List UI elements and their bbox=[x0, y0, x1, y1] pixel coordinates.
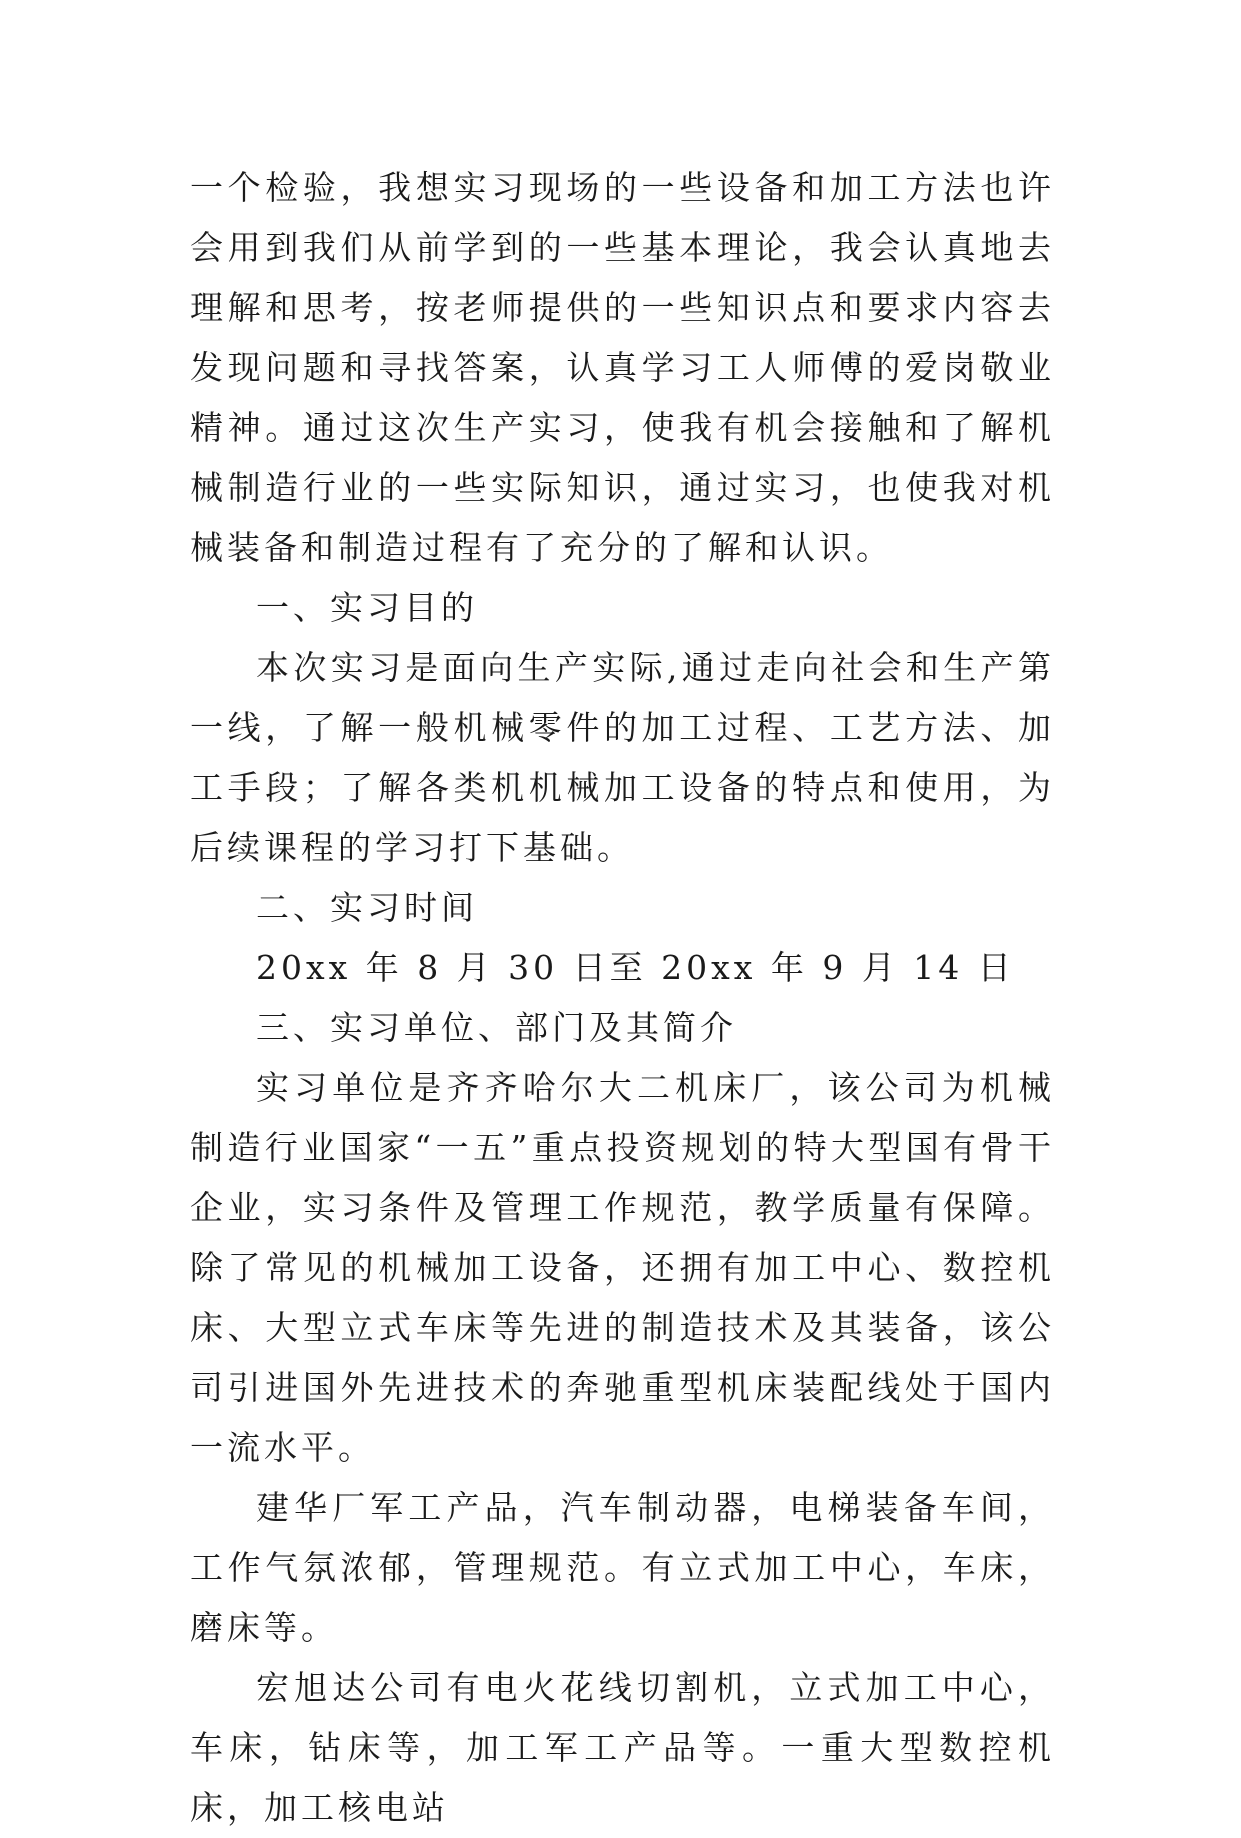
heading-unit: 三、实习单位、部门及其简介 bbox=[256, 1008, 737, 1047]
paragraph-hongxuda: 宏旭达公司有电火花线切割机，立式加工中心，车床，钻床等，加工军工产品等。一重大型数控机床，加工核电站 bbox=[190, 1668, 1055, 1827]
paragraph-intro: 一个检验，我想实习现场的一些设备和加工方法也许会用到我们从前学到的一些基本理论，我会认真地去理解和思考，按老师提供的一些知识点和要求内容去发现问题和寻找答案，认真学习工人师傅的爱岗敬业精神。通过这次生产实习，使我有机会接触和了解机械制造行业的一些实际知识，通过实习，也使我对机械装备和制造过程有了充分的了解和认识。 bbox=[190, 168, 1055, 567]
heading-purpose: 一、实习目的 bbox=[256, 588, 478, 627]
paragraph-jianhua: 建华厂军工产品，汽车制动器，电梯装备车间，工作气氛浓郁，管理规范。有立式加工中心，车床，磨床等。 bbox=[190, 1488, 1055, 1647]
paragraph-unit: 实习单位是齐齐哈尔大二机床厂，该公司为机械制造行业国家“一五”重点投资规划的特大型国有骨干企业，实习条件及管理工作规范，教学质量有保障。除了常见的机械加工设备，还拥有加工中心、数控机床、大型立式车床等先进的制造技术及其装备，该公司引进国外先进技术的奔驰重型机床装配线处于国内一流水平。 bbox=[190, 1068, 1055, 1467]
document-body bbox=[190, 158, 1055, 1838]
heading-time: 二、实习时间 bbox=[256, 888, 478, 927]
paragraph-time: 20xx 年 8 月 30 日至 20xx 年 9 月 14 日 bbox=[256, 948, 1015, 987]
paragraph-purpose: 本次实习是面向生产实际,通过走向社会和生产第一线，了解一般机械零件的加工过程、工艺方法、加工手段；了解各类机机械加工设备的特点和使用，为后续课程的学习打下基础。 bbox=[190, 648, 1055, 867]
